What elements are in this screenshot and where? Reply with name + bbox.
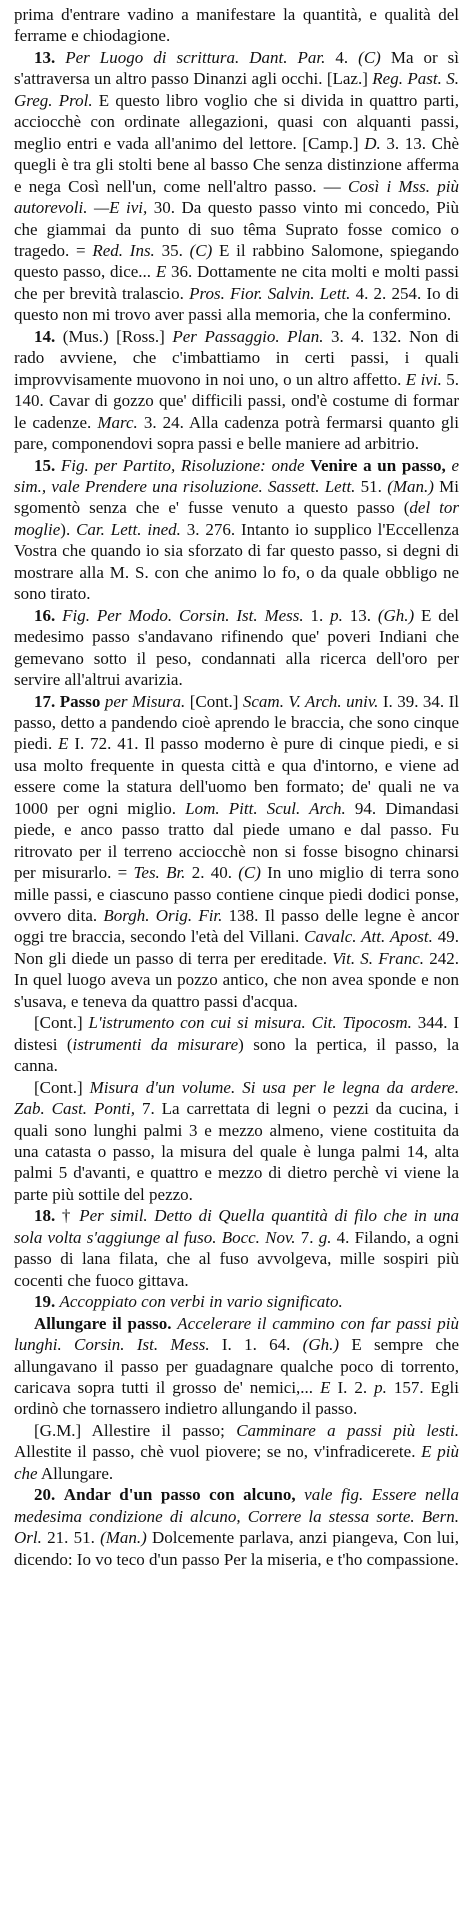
body-text: (Mus.) [Ross.] xyxy=(55,326,173,346)
body-text: Allungare. xyxy=(37,1463,114,1483)
italic-text: Marc. xyxy=(97,412,138,432)
dictionary-paragraph xyxy=(14,1291,459,1312)
body-text: 3. 4. 132. Non di rado avviene, che c'imbattiamo in certi passi, i quali improvvisamente muovono in noi uno, o un altro affetto. xyxy=(14,326,460,389)
body-text: Ma or sì s'attraversa un altro passo Dinanzi agli occhi. [Laz.] xyxy=(14,47,459,89)
bold-text: 16. xyxy=(34,605,56,625)
italic-text: (C) xyxy=(189,240,213,260)
italic-text: (Gh.) xyxy=(302,1335,340,1355)
body-text: 30. Da questo passo vinto mi concedo, Più che giammai da punto di suo têma Suprato fosse comico o tragedo. = xyxy=(14,198,459,260)
body-text: E sempre che allungavano il passo per guadagnare qualche poco di torrento, caricava sopra tutti il grosso de' nemici,... xyxy=(14,1335,459,1397)
body-text: prima d'entrare vadino a manifestare la quantità, e qualità del ferrame e chiodagione. xyxy=(14,5,459,46)
italic-text: Per simil. Detto di Quella quantità di filo che in una sola volta s'aggiunge al fuso. Bocc. Nov. xyxy=(14,1206,459,1247)
italic-text: Per Luogo di scrittura. Dant. Par. xyxy=(65,47,326,67)
italic-text: Red. Ins. xyxy=(92,240,155,260)
body-text: 3. 13. Chè quegli è tra gli stolti bene al basso Che senza distinzione afferma e nega Così nell'un, come nell'altro passo. — xyxy=(14,133,460,196)
italic-text: L'istrumento con cui si misura. Cit. Tipocosm. xyxy=(88,1013,412,1033)
italic-text: Tes. Br. xyxy=(133,863,186,883)
dictionary-paragraph xyxy=(14,1205,459,1291)
dictionary-paragraph xyxy=(14,326,459,455)
body-text: I. 72. 41. Il passo moderno è pure di cinque piedi, e si usa molto frequente in questa città e qua d'intorno, e viene ad essere come la statura dell'uomo ben formato; de' quali ne va 1000 per ogni miglio. xyxy=(14,734,460,818)
body-text: 13. xyxy=(342,605,378,625)
body-text: 36. Dottamente ne cita molti e molti passi che per brevità tralascio. xyxy=(14,262,459,303)
body-text: In uno miglio di terra sono mille passi, e ciascuno passo contiene cinque piedi dodici ponse, ovvero dita. xyxy=(14,863,460,926)
body-text: 7. La carrettata di legni o pezzi da cucina, i quali sono lunghi palmi 3 e mezzo almeno, viene costituita da una catasta o passo, la misura del quale è lunga palmi 14, alta palmi 5 d'avanti, e quattro e mezzo di dietro perchè vi viene la parte più sottile del pezzo. xyxy=(14,1099,459,1204)
body-text: 138. Il passo delle legne è ancor oggi tre braccia, secondo l'età del Villani. xyxy=(14,906,459,947)
bold-text: 20. xyxy=(34,1485,56,1505)
body-text: [Cont.] xyxy=(185,691,243,711)
dictionary-paragraph xyxy=(14,691,459,1013)
body-text xyxy=(55,1485,64,1504)
italic-text: (Man.) xyxy=(387,476,434,496)
italic-text: E xyxy=(58,734,69,754)
bold-text: 18. xyxy=(34,1206,56,1226)
italic-text: E più che xyxy=(14,1442,459,1483)
bold-text: 19. xyxy=(34,1292,56,1312)
italic-text: Car. Lett. ined. xyxy=(76,519,181,539)
italic-text: E xyxy=(320,1378,331,1397)
body-text: 51. xyxy=(355,476,388,496)
italic-text: Scam. V. Arch. univ. xyxy=(242,691,379,711)
italic-text: Fig. per Partito, Risoluzione: onde xyxy=(60,455,305,475)
italic-text: E ivi. xyxy=(405,369,442,389)
italic-text: (Gh.) xyxy=(377,605,415,625)
italic-text: Pros. Fior. Salvin. Lett. xyxy=(189,283,351,303)
body-text: E il rabbino Salomone, spiegando questo passo, dice... xyxy=(14,240,460,282)
body-text: 1. xyxy=(303,605,331,625)
italic-text: per Misura. xyxy=(104,691,186,711)
body-text: 344. I distesi ( xyxy=(14,1013,459,1054)
italic-text: D. xyxy=(364,133,381,153)
body-text xyxy=(55,48,65,67)
body-text: Mi sgomentò senza che e' fusse venuto a questo passo ( xyxy=(14,476,460,518)
body-text: 242. In quel luogo aveva un pozzo antico, che non avea sponde e non s'usava, e teneva da quattro passi d'acqua. xyxy=(14,948,460,1011)
italic-text: istrumenti da misurare xyxy=(72,1034,239,1054)
italic-text: Accelerare il cammino con far passi più lunghi. Corsin. Ist. Mess. xyxy=(14,1313,459,1355)
italic-text: Misura d'un volume. Si usa per le legna da ardere. Zab. Cast. Ponti, xyxy=(14,1077,459,1119)
body-text xyxy=(296,1485,305,1504)
bold-text: 15. xyxy=(34,455,56,475)
italic-text: Borgh. Orig. Fir. xyxy=(103,906,223,926)
italic-text: p. xyxy=(374,1378,387,1397)
dictionary-paragraph xyxy=(14,455,459,605)
body-text: 4. 2. 254. Io di questo non mi trovo aver passi alla memoria, che la confermino. xyxy=(14,283,460,325)
italic-text: Lom. Pitt. Scul. Arch. xyxy=(185,798,346,818)
body-text: 5. 140. Cavar di gozzo que' difficili passi, ond'è costume di formar le cadenze. xyxy=(14,369,460,432)
bold-text: Passo xyxy=(59,691,101,711)
body-text: I. 39. 34. Il passo, detto a pandendo cioè aprendo le braccia, che sono cinque piedi. xyxy=(14,691,460,754)
italic-text: (C) xyxy=(238,863,261,883)
italic-text: Vit. S. Franc. xyxy=(332,948,425,968)
dictionary-paragraph xyxy=(14,1484,459,1570)
body-text: 157. Egli ordinò che tornassero indietro allungando il passo. xyxy=(14,1378,459,1419)
body-text: [Cont.] xyxy=(34,1013,89,1033)
body-text: 4. xyxy=(325,47,359,67)
body-text: I. 1. 64. xyxy=(209,1335,303,1355)
body-text: 49. Non gli diede un passo di terra per ereditade. xyxy=(14,927,459,968)
dictionary-paragraph xyxy=(14,47,459,326)
body-text: † xyxy=(55,1206,80,1226)
italic-text: Così i Mss. più autorevoli. —E ivi, xyxy=(14,176,459,218)
bold-text: Allungare il passo. xyxy=(34,1313,172,1333)
body-text: 4. Filando, a ogni passo di lana filata, che al fuso avvolgeva, mille sospiri più cocenti che fuoco gittava. xyxy=(14,1227,460,1290)
body-text: E questo libro voglio che si divida in quattro parti, acciocchè con ordinate allegazioni, quasi con alquanti passi, meglio entri e vada all'animo del lettore. [Camp.] xyxy=(14,90,459,153)
body-text: E del medesimo passo s'andavano rifinendo que' poveri Indiani che gemevano sotto il peso, condannati alla ricerca dell'oro per servire all'altrui avarizia. xyxy=(14,605,460,690)
italic-text: Reg. Past. S. Greg. Prol. xyxy=(14,69,459,110)
body-text: Dolcemente parlava, anzi piangeva, Con lui, dicendo: Io vo teco d'un passo Per la miseria, e t'ho compassione. xyxy=(14,1528,460,1569)
dictionary-paragraph xyxy=(14,4,459,47)
body-text: 3. 276. Intanto io supplico l'Eccellenza Vostra che quando io sia sforzato di far questo passo, si degni di mostrare alla M. S. con che animo lo fo, o da quale obbligo ne sono tirato. xyxy=(14,519,459,604)
italic-text: Camminare a passi più lesti. xyxy=(236,1420,460,1440)
body-text: I. 2. xyxy=(330,1378,375,1397)
dictionary-paragraph xyxy=(14,1420,459,1484)
italic-text: Accoppiato con verbi in vario significato. xyxy=(59,1292,343,1312)
body-text: 2. 40. xyxy=(185,863,239,883)
bold-text: 13. xyxy=(34,47,56,67)
italic-text: g. xyxy=(318,1227,332,1247)
body-text: ) sono la pertica, il passo, la canna. xyxy=(14,1034,459,1076)
body-text: 3. 24. Alla cadenza potrà fermarsi quanto gli pare, componendovi sopra passi e belle maniere ad arbitrio. xyxy=(14,412,459,454)
italic-text: del tor moglie xyxy=(14,498,460,539)
dictionary-paragraph xyxy=(14,1012,459,1076)
italic-text: Per Passaggio. Plan. xyxy=(172,326,324,346)
body-text: 35. xyxy=(154,240,190,260)
body-text: Allestite il passo, chè vuol piovere; se no, v'infradicerete. xyxy=(14,1442,422,1462)
body-text: 7. xyxy=(295,1227,319,1247)
italic-text: e sim., vale Prendere una risoluzione. Sassett. Lett. xyxy=(14,455,460,496)
dictionary-paragraph xyxy=(14,1313,459,1420)
bold-text: 14. xyxy=(34,326,56,346)
body-text: [Cont.] xyxy=(34,1077,90,1097)
italic-text: (Man.) xyxy=(100,1528,147,1548)
italic-text: p. xyxy=(330,605,343,625)
body-text: 21. 51. xyxy=(41,1528,101,1548)
italic-text: Cavalc. Att. Apost. xyxy=(304,927,433,947)
dictionary-paragraph xyxy=(14,1077,459,1206)
bold-text: Venire a un passo, xyxy=(310,455,446,475)
italic-text: vale fig. Essere nella medesima condizione di alcuno, Correre la stessa sorte. Bern. Orl. xyxy=(14,1485,459,1548)
italic-text: Fig. Per Modo. Corsin. Ist. Mess. xyxy=(62,605,304,625)
dictionary-paragraph xyxy=(14,605,459,691)
italic-text: E xyxy=(155,262,167,282)
bold-text: 17. xyxy=(34,691,56,711)
italic-text: (C) xyxy=(358,47,381,67)
body-text: ). xyxy=(60,519,77,539)
bold-text: Andar d'un passo con alcuno, xyxy=(63,1485,296,1505)
body-text: [G.M.] Allestire il passo; xyxy=(34,1420,237,1440)
body-text: 94. Dimandasi piede, e anco passo tratto dal piede umano e dal passo. Fu ritrovato per il terreno acciocchè non si fosse bisogno chinarsi per misurarlo. = xyxy=(14,798,459,883)
